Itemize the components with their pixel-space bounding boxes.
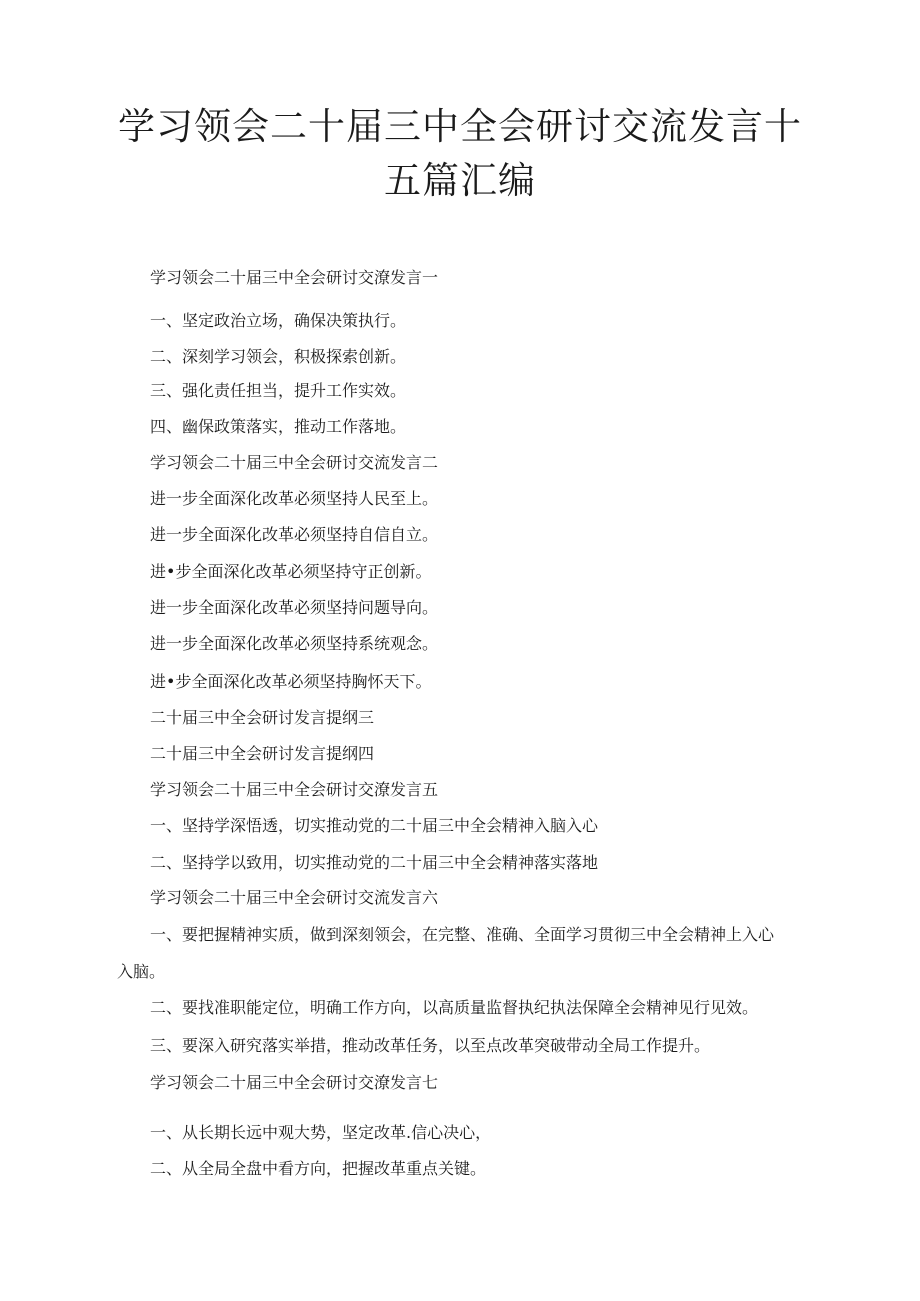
paragraph-line: 一、坚持学深悟透，切实推动党的二十届三中全会精神入脑入心 [150,816,599,835]
section-heading: 二十届三中全会研讨发言提纲四 [150,744,375,763]
section-heading: 学习领会二十届三中全会研讨交流发言六 [150,888,439,907]
paragraph-line: 三、强化责任担当，提升工作实效。 [150,381,407,400]
section-heading: 学习领会二十届三中全会研讨交潦发言五 [150,780,439,799]
section-heading: 学习领会二十届三中全会研讨交潦发言一 [150,268,439,287]
paragraph-line: 一、要把握精神实质，做到深刻领会，在完整、准确、全面学习贯彻三中全会精神上入心 [150,925,775,944]
paragraph-line: 进一步全面深化改革必须坚持自信自立。 [150,525,439,544]
paragraph-line: 进•步全面深化改革必须坚持胸怀天下。 [150,672,432,691]
document-title-line-2: 五篇汇编 [384,159,536,202]
paragraph-line: 二、深刻学习领会，积极探索创新。 [150,347,407,366]
paragraph-line: 进一步全面深化改革必须坚持问题导向。 [150,598,439,617]
section-heading: 学习领会二十届三中全会研讨交流发言二 [150,453,439,472]
paragraph-line: 进•步全面深化改革必须坚持守正创新。 [150,562,432,581]
paragraph-line: 四、幽保政策落实，推动工作落地。 [150,417,407,436]
paragraph-line: 进一步全面深化改革必须坚持系统观念。 [150,634,439,653]
paragraph-line: 二、要找准职能定位，明确工作方向，以高质量监督执纪执法保障全会精神见行见效。 [150,998,759,1017]
paragraph-line: 一、坚定政治立场，确保决策执行。 [150,311,407,330]
paragraph-line: 二、坚持学以致用，切实推动党的二十届三中全会精神落实落地 [150,853,599,872]
section-heading: 二十届三中全会研讨发言提纲三 [150,708,375,727]
paragraph-line: 三、要深入研究落实举措，推动改革任务，以至点改革突破带动全局工作提升。 [150,1036,711,1055]
paragraph-line: 进一步全面深化改革必须坚持人民至上。 [150,489,439,508]
paragraph-line: 二、从全局全盘中看方向，把握改革重点关键。 [150,1159,487,1178]
document-title-line-1: 学习领会二十届三中全会研讨交流发言十 [118,105,802,148]
paragraph-line-continued: 入脑。 [117,962,166,981]
paragraph-line: 一、从长期长远中观大势，坚定改革.信心决心， [150,1123,492,1142]
section-heading: 学习领会二十届三中全会研讨交潦发言七 [150,1073,439,1092]
